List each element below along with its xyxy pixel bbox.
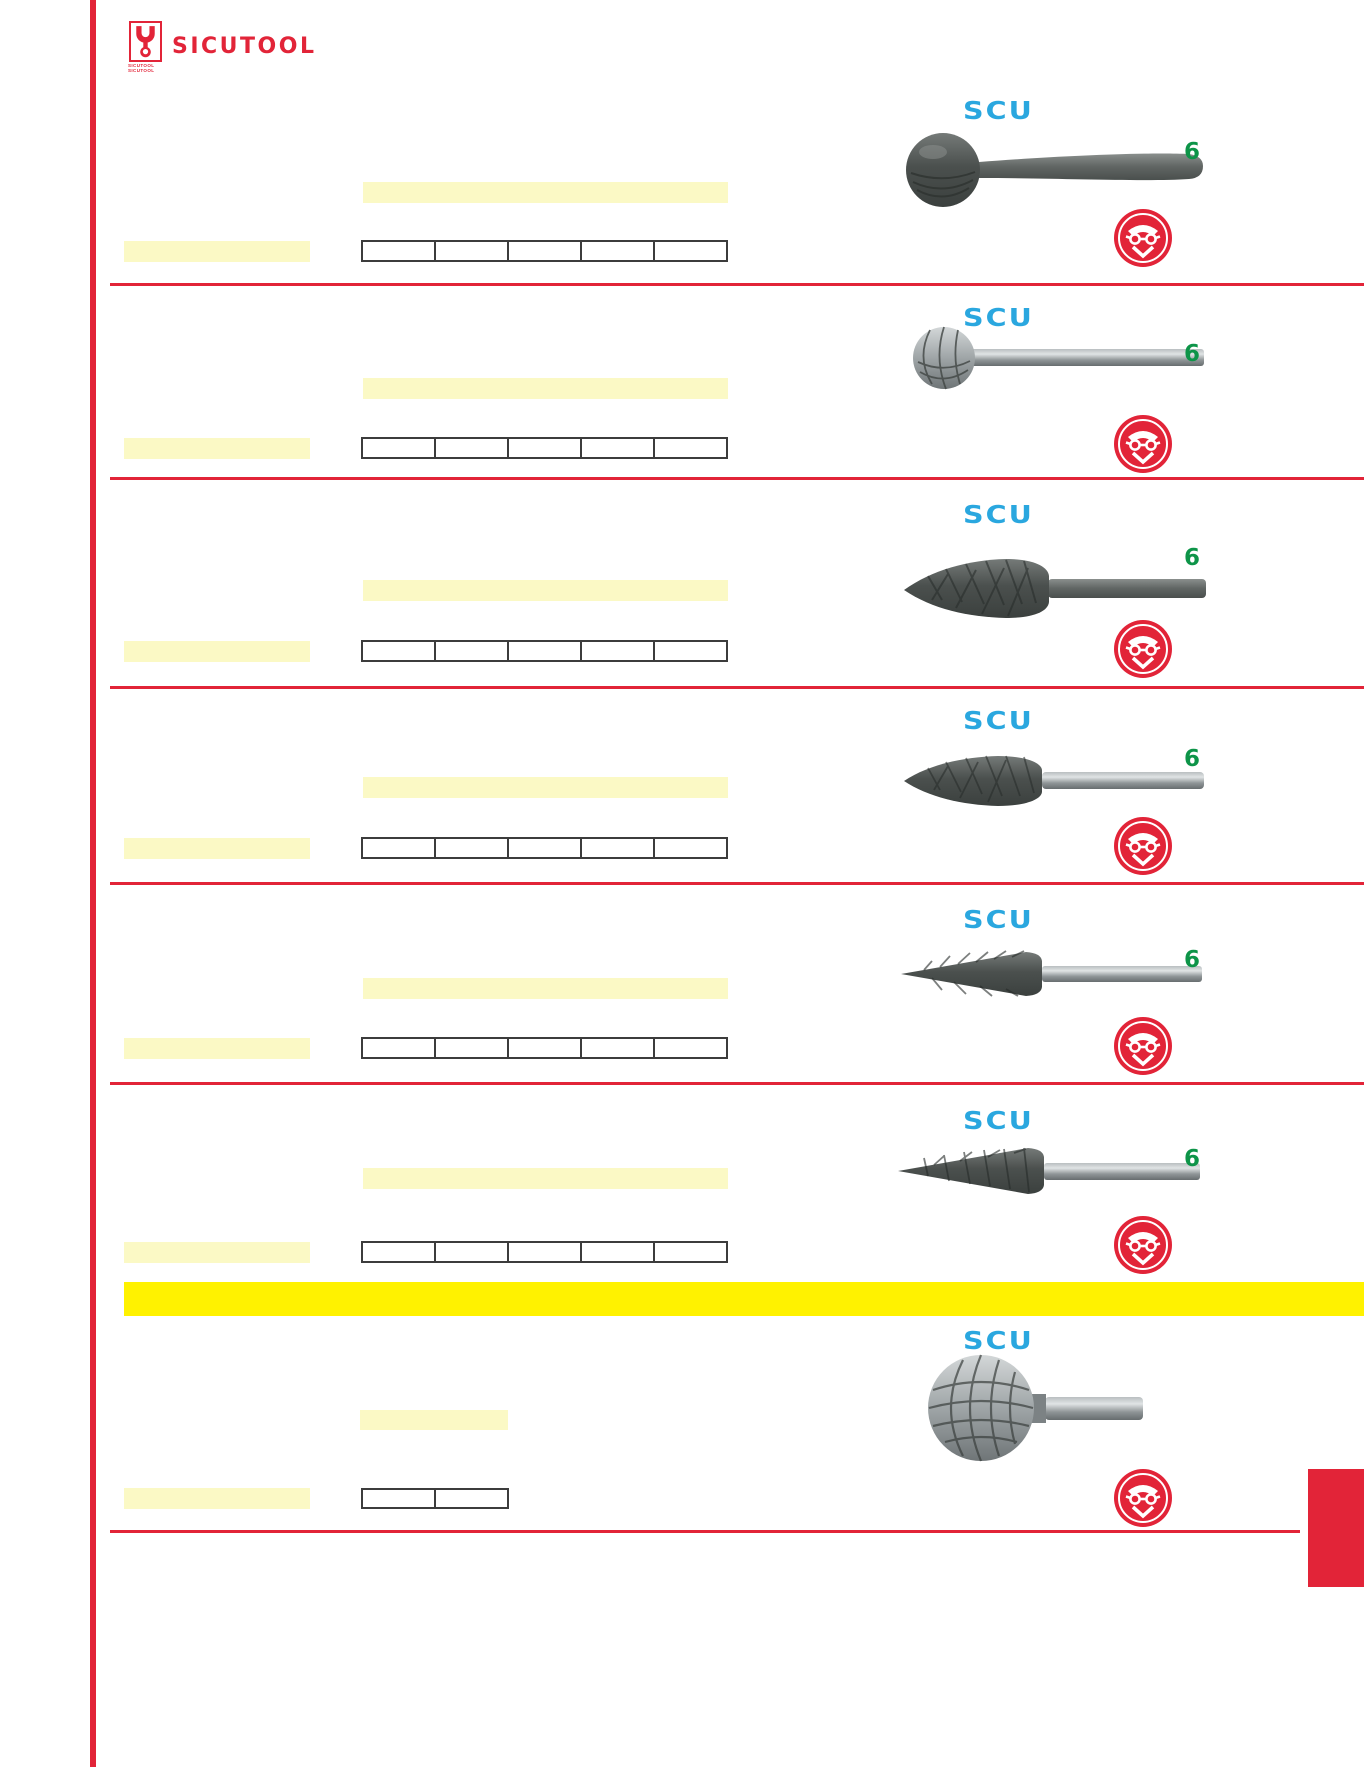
scu-brand-label: SCU: [963, 1106, 1034, 1136]
spec-table-cell: [363, 642, 434, 660]
spec-table-cell: [580, 242, 653, 260]
product-code-bar: [124, 241, 310, 262]
product-code-bar: [124, 1242, 310, 1263]
spec-table-cell: [434, 839, 507, 857]
spec-table-cell: [434, 1490, 507, 1507]
section-divider: [110, 1530, 1300, 1533]
wear-eye-protection-icon: [1113, 414, 1173, 474]
scu-brand-label: SCU: [963, 500, 1034, 530]
sicutool-logo-box: [129, 21, 162, 62]
spec-highlight-bar: [360, 1410, 508, 1430]
wear-eye-protection-icon: [1113, 816, 1173, 876]
spec-table-cell: [434, 439, 507, 457]
sphere-burr-tapered-shank-photo: [895, 126, 1215, 210]
spec-table: [361, 1241, 728, 1263]
wear-eye-protection-icon: [1113, 619, 1173, 679]
spec-table: [361, 437, 728, 459]
red-corner-block: [1308, 1469, 1364, 1587]
spec-table-cell: [363, 1243, 434, 1261]
shank-diameter-label: 6: [1184, 341, 1201, 367]
spec-table-cell: [434, 1039, 507, 1057]
yellow-section-band: [124, 1282, 1364, 1316]
cone-spiral-burr-photo: [896, 936, 1214, 1012]
spec-table-cell: [363, 839, 434, 857]
scu-brand-label: SCU: [963, 1326, 1034, 1356]
spec-table-cell: [653, 839, 726, 857]
pointed-tree-burr-photo: [898, 546, 1218, 630]
burr-shank: [1048, 579, 1206, 598]
shank-diameter-label: 6: [1184, 545, 1201, 571]
spec-highlight-bar: [363, 1168, 728, 1189]
brand-wordmark: SICUTOOL: [172, 34, 317, 59]
spec-table-cell: [653, 642, 726, 660]
wear-eye-protection-icon: [1113, 208, 1173, 268]
burr-shank: [1045, 1397, 1143, 1420]
spec-table-cell: [580, 1039, 653, 1057]
burr-head: [901, 952, 1042, 996]
section-divider: [110, 477, 1364, 480]
spec-table-cell: [507, 642, 580, 660]
sicutool-wrench-logo-icon: [131, 23, 160, 60]
sphere-burr-straight-shank-photo: [900, 316, 1215, 394]
section-divider: [110, 686, 1364, 689]
spec-table-cell: [580, 1243, 653, 1261]
logo-small-text-line: SICUTOOL: [128, 63, 155, 68]
burr-highlight: [919, 145, 947, 159]
spec-highlight-bar: [363, 978, 728, 999]
wear-eye-protection-icon: [1113, 1215, 1173, 1275]
spec-table-cell: [363, 1039, 434, 1057]
logo-small-text-line: SICUTOOL: [128, 68, 155, 73]
slim-pointed-tree-burr-photo: [898, 742, 1216, 818]
spec-highlight-bar: [363, 182, 728, 203]
spec-table-cell: [653, 1243, 726, 1261]
burr-head: [928, 1355, 1034, 1461]
burr-head: [898, 1148, 1044, 1194]
spec-table: [361, 240, 728, 262]
shank-diameter-label: 6: [1184, 746, 1201, 772]
section-divider: [110, 283, 1364, 286]
burr-shank: [1042, 772, 1204, 789]
burr-shank: [970, 349, 1204, 366]
spec-highlight-bar: [363, 777, 728, 798]
spec-table-cell: [653, 242, 726, 260]
wear-eye-protection-icon: [1113, 1016, 1173, 1076]
scu-brand-label: SCU: [963, 96, 1034, 126]
shank-diameter-label: 6: [1184, 139, 1201, 165]
large-sphere-burr-photo: [925, 1350, 1205, 1466]
spec-table-cell: [580, 839, 653, 857]
shank-diameter-label: 6: [1184, 1146, 1201, 1172]
spec-table-cell: [653, 439, 726, 457]
burr-shank: [979, 153, 1203, 180]
scu-brand-label: SCU: [963, 706, 1034, 736]
burr-head: [913, 327, 975, 389]
spec-table-cell: [507, 839, 580, 857]
spec-table-cell: [580, 642, 653, 660]
scu-brand-label: SCU: [963, 905, 1034, 935]
spec-table: [361, 1037, 728, 1059]
spec-highlight-bar: [363, 580, 728, 601]
spec-table-cell: [507, 242, 580, 260]
scu-brand-label: SCU: [963, 303, 1034, 333]
spec-table-cell: [363, 1490, 434, 1507]
shank-diameter-label: 6: [1184, 947, 1201, 973]
left-red-rule: [90, 0, 96, 1767]
wear-eye-protection-icon: [1113, 1468, 1173, 1528]
spec-table: [361, 640, 728, 662]
spec-table-cell: [580, 439, 653, 457]
spec-table: [361, 837, 728, 859]
cone-spiral-burr-photo-2: [894, 1133, 1214, 1209]
burr-head: [904, 756, 1042, 806]
spec-table-cell: [434, 242, 507, 260]
product-code-bar: [124, 1488, 310, 1509]
spec-highlight-bar: [363, 378, 728, 399]
spec-table-cell: [434, 1243, 507, 1261]
product-code-bar: [124, 1038, 310, 1059]
spec-table-cell: [507, 1039, 580, 1057]
spec-table-cell: [363, 242, 434, 260]
burr-shank: [1042, 966, 1202, 982]
spec-table-cell: [363, 439, 434, 457]
section-divider: [110, 882, 1364, 885]
section-divider: [110, 1082, 1364, 1085]
spec-table-cell: [434, 642, 507, 660]
spec-table-cell: [507, 439, 580, 457]
burr-shank: [1044, 1163, 1200, 1180]
product-code-bar: [124, 641, 310, 662]
sicutool-logo-small-text: [128, 63, 172, 73]
spec-table-cell: [653, 1039, 726, 1057]
spec-table: [361, 1488, 509, 1509]
spec-table-cell: [507, 1243, 580, 1261]
product-code-bar: [124, 438, 310, 459]
product-code-bar: [124, 838, 310, 859]
